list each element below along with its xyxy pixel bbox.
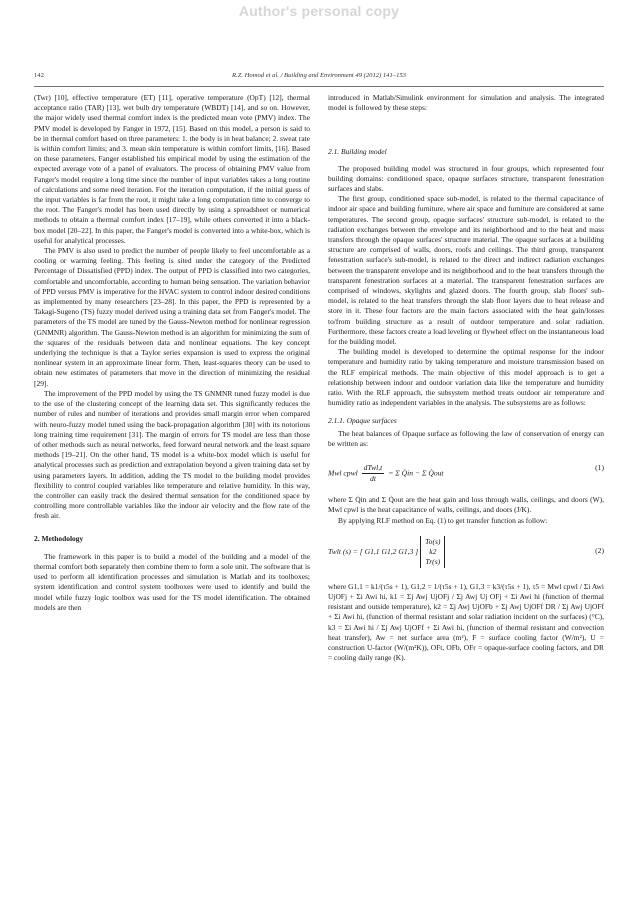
paragraph: where G1,1 = k1/(τ5s + 1), G1,2 = 1/(τ5s + 1), G1,3 = k3/(τ5s + 1), τ5 = Mwl cpwl / Σi Awi UjOFj + Σi Awi hi, k1 = Σj Awj UjOFj / Σj Awj Uj OFj + Σi Awi hi (function of thermal resistant and outside temperature), k2 = Σj Awj UjOFb + Σj Awj UjOFf DR / Σj Awj UjOFf + Σi Awi hi, (function of thermal resistant and solar radiation incident on the surfaces) (°C), k3 = Σi Awi hi / Σj Awj UjOFf + Σi Awi hi, (function of thermal resistant and convection heat transfer), Aw = net surface area (m²), F = surface cooling factor (W/m²), U = construction U-factor (W/(m²K)), OFt, OFb, OFr = opaque-surface cooling factors, and DR = cooling daily range (K). [328,581,604,663]
eq1-lhs: Mwl cpwl [328,468,358,478]
running-title: R.Z. Homod et al. / Building and Environment 49 (2012) 141–153 [232,72,406,79]
paragraph: The building model is developed to determine the optimal response for the indoor temperature and humidity ratio by taking temperature and moisture transmission based on the RLF empirical methods. The main objective of this model approach is to get a relationship between indoor and outdoor variation data like the temperature and humidity ratio. With the RLF approach, the subsystem method treats outdoor air temperature and humidity ratio as independent variables in the analysis. The subsystems are as follows: [328,347,604,408]
paragraph: (Twr) [10], effective temperature (ET) [11], operative temperature (OpT) [12], thermal acceptance ratio (TAR) [13], wet bulb dry temperature (WBDT) [14], and so on. However, the major widely used thermal comfort index is the predicted mean vote (PMV) index. The PMV model is developed by Fanger in 1972, [15]. Based on this model, a person is said to be in thermal comfort based on three parameters: 1. the body is in heat balance; 2. sweat rate is within comfort limits; and 3. mean skin temperature is within comfort limits, [16]. Based on these parameters, Fanger established his empirical model by using the estimation of the expected average vote of a panel of evaluators. The process of obtaining PMV value from Fanger's model require a long time since the number of input variables takes a long routine of calculations and some need iteration. For the iteration computation, if the initial guess of the input variables is far from the root, it might take a long computation time to converge to the root. The Fanger's model has been used directly by using a spreadsheet or numerical methods to obtain a thermal comfort index [17–19], while others converted it into a black-box model [20–22]. In this paper, the Fanger's model is converted into a white-box, which is useful for analytical processes. [34,93,310,245]
paragraph: The proposed building model was structured in four groups, which represented four building domains: conditioned space, opaque surfaces structure, transparent fenestration surfaces and slabs. [328,163,604,194]
paragraph: introduced in Matlab/Simulink environment for simulation and analysis. The integrated model is followed by these steps: [328,93,604,113]
paragraph: The improvement of the PPD model by using the TS GNMNR tuned fuzzy model is due to the use of the clustering concept of the learning data set. This significantly reduces the number of rules and number of iterations and provides small margin error when compared with neuro-fuzzy model tuned using the back-propagation algorithm [30] with its notorious long training time requirement [31]. The margin of errors for TS model are less than those of other methods such as neural networks, feed forward neural network and the least square methods [19–21]. On the other hand, TS model is a white-box model which is useful for analytical processes such as prediction and extrapolation beyond a given training data set by using parameters layers. In addition, adding the TS model to the building model provides flexibility to control coupled variables like temperature and relative humidity. In this way, the controller can easily track the desired thermal sensation for the conditioned space by controlling more controllable variables like the indoor air velocity and the flow rate of the fresh air. [34,388,310,521]
eq2-v2: k2 [429,546,437,556]
header-rule [34,86,604,87]
running-header [34,72,604,84]
left-column [34,93,310,613]
section-heading-methodology: 2. Methodology [34,533,84,543]
eq1-denominator: dt [370,474,376,484]
paragraph: By applying RLF method on Eq. (1) to get transfer function as follow: [338,515,548,525]
equation-1 [328,455,604,489]
eq2-lhs: Twlt (s) = [ G1,1 G1,2 G1,3 ] [328,546,419,556]
eq2-v3: Tr(s) [425,556,441,566]
eq2-vector [420,536,445,568]
equation-2 [328,532,604,576]
eq2-v1: To(s) [425,536,441,546]
paragraph: where Σ Q̇in and Σ Q̇out are the heat gain and loss through walls, ceilings, and doors (W), Mwl cpwl is the heat capacitance of walls, ceilings, and doors (J/K). [328,495,604,515]
paragraph: The framework in this paper is to build a model of the building and a model of the thermal comfort both separately then combine them to form a sole unit. The software that is used to perform all identification processes and simulation is Matlab and its toolboxes; system identification and control system toolboxes were used to identify and build the model while fuzzy logic toolbox was used for the TS model identification. The obtained models are then [34,551,310,612]
paragraph: The PMV is also used to predict the number of people likely to feel uncomfortable as a cooling or warming feeling. This feeling is sited under the category of the Predicted Percentage of Dissatisfied (PPD) index. The output of PPD is classified into two categories, comfortable and uncomfortable, according to human being sensation. The variation behavior of PPD versus PMV is imperative for the HVAC system to control indoor desired conditions as implemented by many researchers [23–28]. In this paper, the PPD is represented by a Takagi-Sugeno (TS) fuzzy model derived using a training data set from Fanger's model. The parameters of the TS model are tuned by the Gauss-Newton method for nonlinear regression (GNMNR) algorithm. The Gauss-Newton method is an algorithm for minimizing the sum of the squares of the residuals between data and nonlinear equations. The key concept underlying the technique is that a Taylor series expansion is used to express the original nonlinear system in an approximate linear form. Then, least-squares theory can be used to obtain new estimates of parameters that move in the direction of minimizing the residual [29]. [34,246,310,388]
eq1-rhs: = Σ Q̇in − Σ Q̇out [388,468,444,478]
subsection-heading-building-model: 2.1. Building model [328,147,387,157]
eq1-fraction [362,463,385,484]
eq1-numerator: dTwl,t [362,463,385,474]
paragraph: The first group, conditioned space sub-model, is related to the thermal capacitance of indoor air space and building furniture, where air space and furniture are considered at same temperatures. The second group, opaque surfaces' structure sub-model, is related to the radiation exchanges between the envelope and its neighborhood and to the heat and mass transfers through the opaque surfaces' structure material. The opaque surfaces at a building structure are comprised of walls, doors, roofs and ceilings. The third group, transparent fenestration surface's sub-model, is related to the direct and indirect radiation exchanges between the transparent envelope and its neighborhood and to the heat transfers through the transparent fenestration surfaces at a material. The transparent fenestration surfaces are comprised of windows, skylights and glazed doors. The fourth group, slab floors' sub-model, is related to the heat transfers through the slab floor layers due to heat release and store in it. These four factors are the main factors associated with the heat gain/losses to/from building structure as a result of outdoor temperature and solar radiation. Furthermore, these factors create a load leveling or flywheel effect on the instantaneous load for the building model. [328,194,604,347]
watermark: Author's personal copy [238,3,400,19]
eq1-number: (1) [595,463,604,473]
paragraph: The heat balances of Opaque surface as following the law of conservation of energy can be written as: [328,428,604,448]
page-number: 142 [34,72,44,79]
subsubsection-heading-opaque-surfaces: 2.1.1. Opaque surfaces [328,416,397,426]
eq2-number: (2) [595,545,604,555]
right-column [328,93,604,663]
